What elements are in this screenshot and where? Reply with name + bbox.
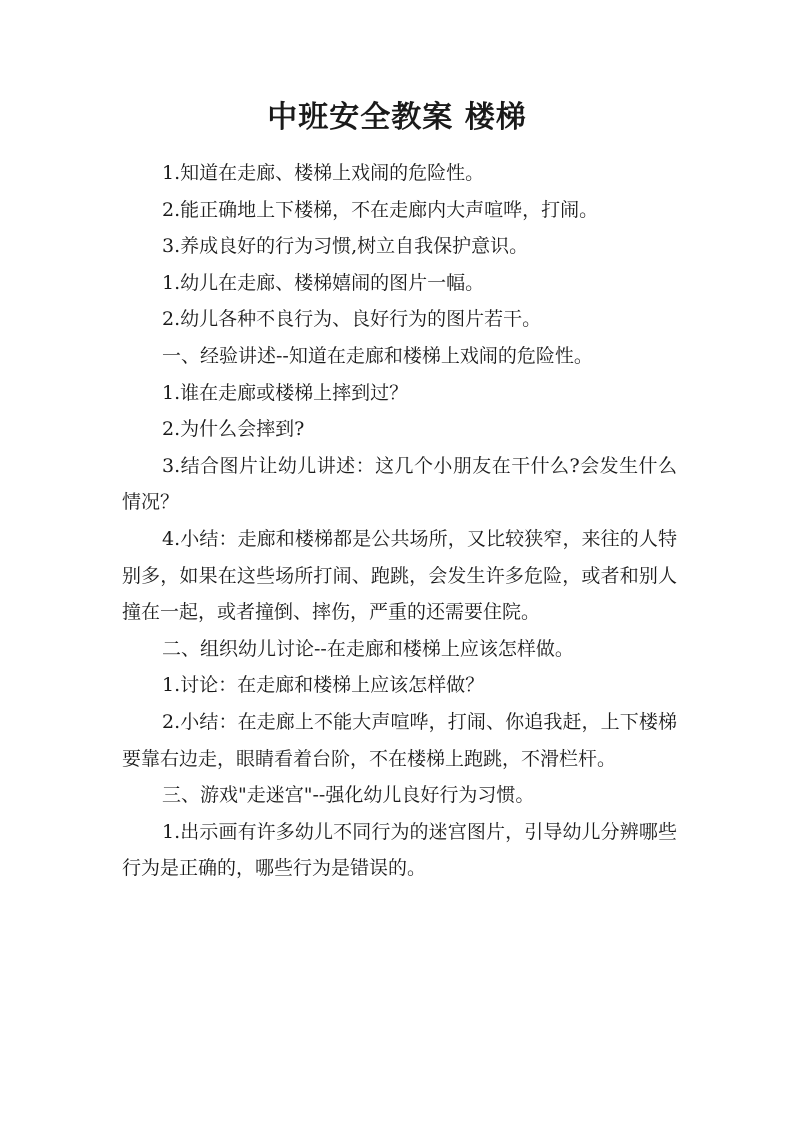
paragraph-step-2-1: 1.讨论：在走廊和楼梯上应该怎样做？ (162, 674, 485, 697)
section-heading-2: 二、组织幼儿讨论--在走廊和楼梯上应该怎样做。 (162, 637, 574, 660)
paragraph-step-3-1: 1.出示画有许多幼儿不同行为的迷宫图片，引导幼儿分辨哪些行为是正确的，哪些行为是错误的。 (122, 820, 677, 880)
paragraph-objective-3: 3.养成良好的行为习惯,树立自我保护意识。 (162, 235, 529, 258)
paragraph-step-2-2: 2.小结：在走廊上不能大声喧哗，打闹、你追我赶，上下楼梯要靠右边走，眼睛看着台阶，不在楼梯上跑跳，不滑栏杆。 (122, 710, 677, 770)
page-title: 中班安全教案 楼梯 (267, 100, 527, 135)
section-heading-3: 三、游戏"走迷宫"--强化幼儿良好行为习惯。 (162, 784, 535, 807)
paragraph-objective-2: 2.能正确地上下楼梯，不在走廊内大声喧哗，打闹。 (162, 198, 599, 221)
paragraph-material-2: 2.幼儿各种不良行为、良好行为的图片若干。 (162, 308, 542, 331)
document-body (122, 155, 677, 887)
section-heading-1: 一、经验讲述--知道在走廊和楼梯上戏闹的危险性。 (162, 344, 593, 367)
paragraph-objective-1: 1.知道在走廊、楼梯上戏闹的危险性。 (162, 162, 485, 184)
paragraph-step-1-4: 4.小结：走廊和楼梯都是公共场所，又比较狭窄，来往的人特别多，如果在这些场所打闹、跑跳，会发生许多危险，或者和别人撞在一起，或者撞倒、摔伤，严重的还需要住院。 (122, 527, 677, 624)
paragraph-material-1: 1.幼儿在走廊、楼梯嬉闹的图片一幅。 (162, 271, 485, 294)
paragraph-step-1-1: 1.谁在走廊或楼梯上摔到过？ (162, 381, 409, 404)
paragraph-step-1-2: 2.为什么会摔到? (162, 418, 305, 441)
paragraph-step-1-3: 3.结合图片让幼儿讲述：这几个小朋友在干什么?会发生什么情况？ (122, 454, 677, 514)
